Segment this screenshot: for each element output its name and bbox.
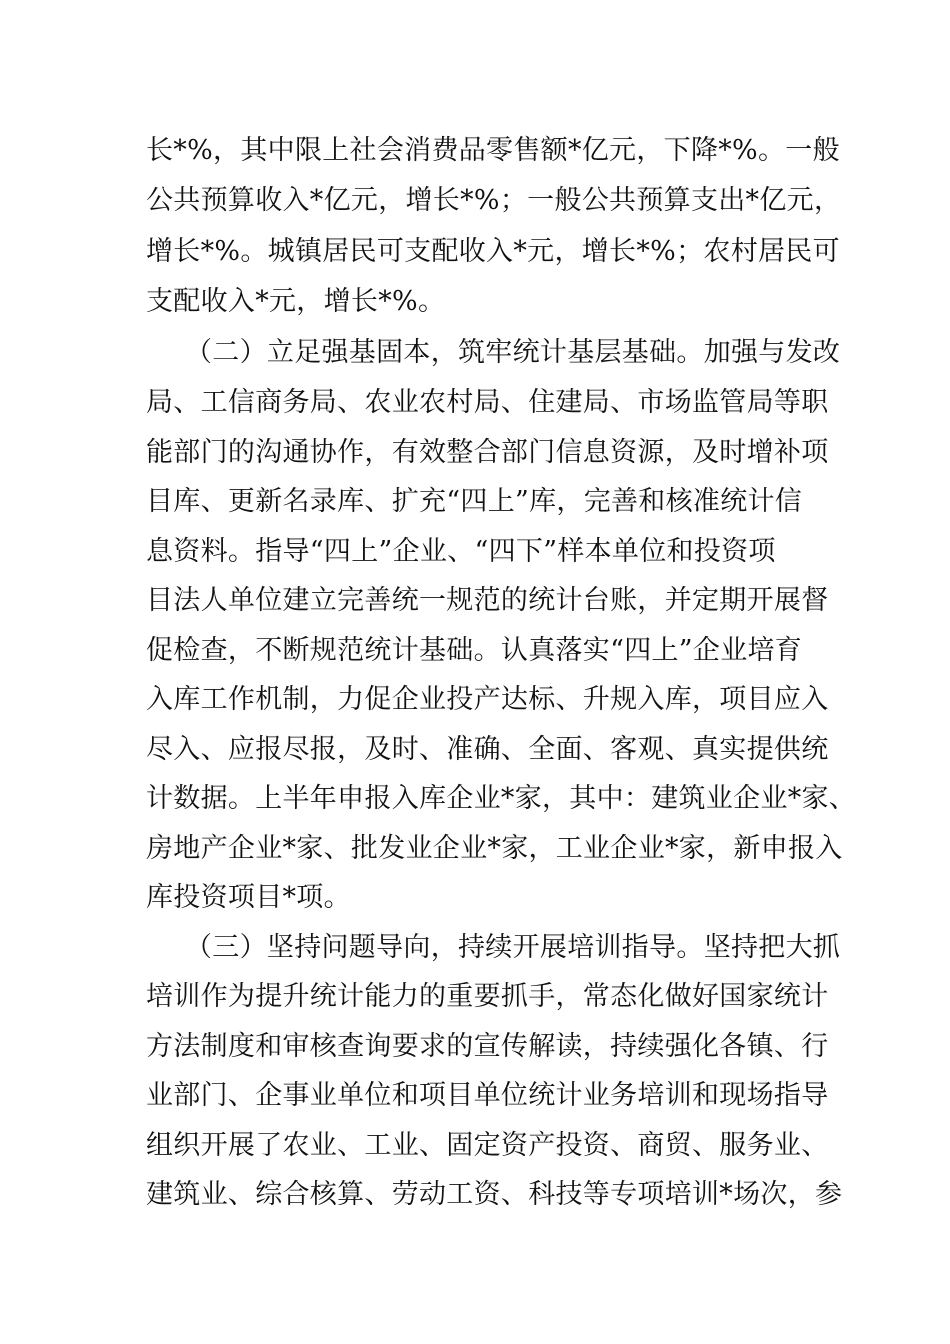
text-line: 建筑业、综合核算、劳动工资、科技等专项培训*场次，参 (146, 1179, 843, 1210)
text-line: 促检查，不断规范统计基础。认真落实“四上”企业培育 (146, 635, 803, 666)
text-line: 库投资项目*项。 (146, 882, 351, 913)
text-line: 目库、更新名录库、扩充“四上”库，完善和核准统计信 (146, 486, 803, 517)
text-line: 方法制度和审核查询要求的宣传解读，持续强化各镇、行 (146, 1031, 829, 1062)
text-line: 能部门的沟通协作，有效整合部门信息资源，及时增补项 (146, 437, 829, 468)
text-line: 增长*%。城镇居民可支配收入*元，增长*%；农村居民可 (146, 236, 840, 267)
text-line: 计数据。上半年申报入库企业*家，其中：建筑业企业*家、 (146, 783, 857, 814)
text-line: 培训作为提升统计能力的重要抓手，常态化做好国家统计 (146, 981, 829, 1012)
text-line: 业部门、企事业单位和项目单位统计业务培训和现场指导 (146, 1080, 829, 1111)
text-line: 息资料。指导“四上”企业、“四下”样本单位和投资项 (146, 536, 776, 567)
text-line: 房地产企业*家、批发业企业*家，工业企业*家，新申报入 (146, 833, 843, 864)
text-line: 局、工信商务局、农业农村局、住建局、市场监管局等职 (146, 387, 829, 418)
text-line: 入库工作机制，力促企业投产达标、升规入库，项目应入 (146, 684, 829, 715)
paragraph-heading-2: （二）立足强基固本，筑牢统计基层基础。加强与发改 (185, 337, 841, 368)
text-line: 长*%，其中限上社会消费品零售额*亿元，下降*%。一般 (146, 135, 840, 166)
text-line: 目法人单位建立完善统一规范的统计台账，并定期开展督 (146, 585, 829, 616)
text-line: 尽入、应报尽报，及时、准确、全面、客观、真实提供统 (146, 734, 829, 765)
text-line: 组织开展了农业、工业、固定资产投资、商贸、服务业、 (146, 1130, 829, 1161)
text-line: 支配收入*元，增长*%。 (146, 286, 446, 317)
paragraph-heading-3: （三）坚持问题导向，持续开展培训指导。坚持把大抓 (185, 932, 841, 963)
text-line: 公共预算收入*亿元，增长*%；一般公共预算支出*亿元， (146, 185, 842, 216)
